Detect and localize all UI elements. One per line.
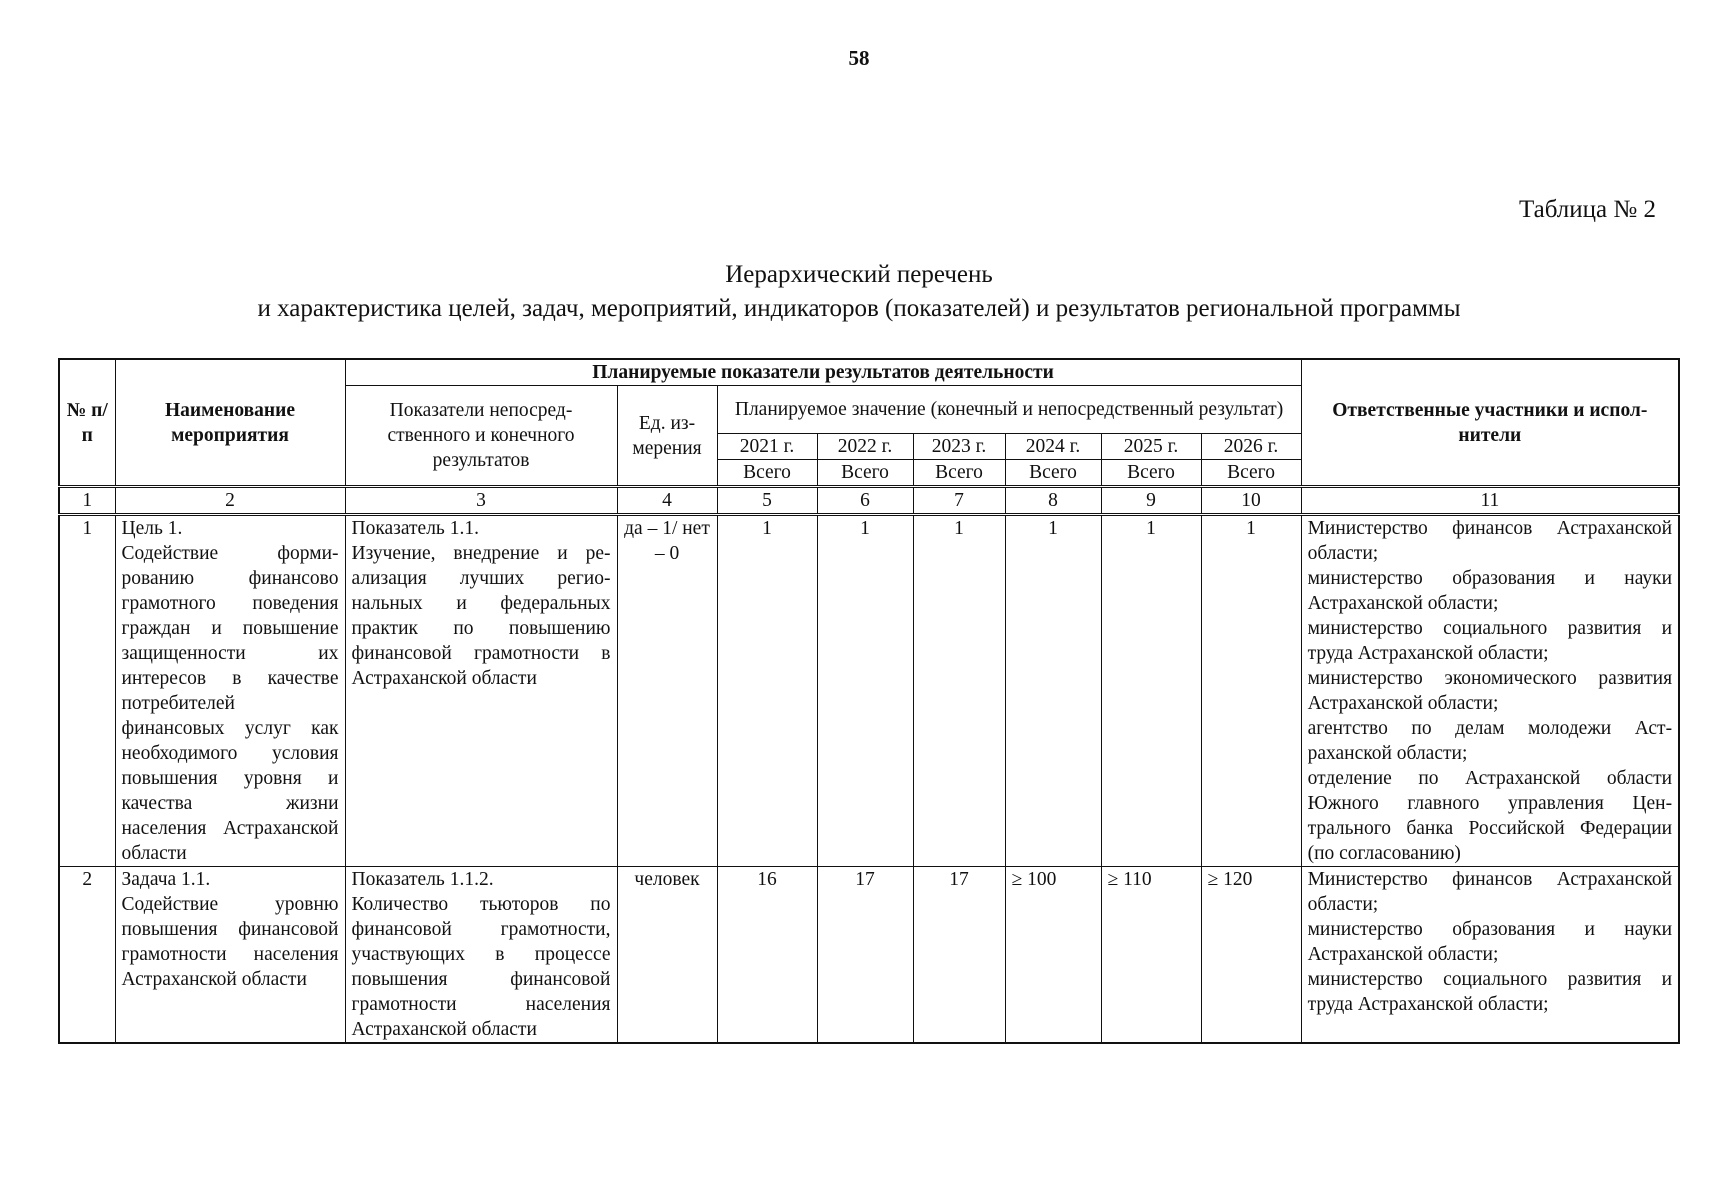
column-number: 2 [115,487,345,515]
header-total: Всего [1201,460,1301,487]
responsible-item: министерство образования и науки Астраханской области; [1307,568,1673,614]
unit: да – 1/ нет – 0 [617,515,717,867]
activity-name [115,867,345,1044]
header-planned: Планируемое значение (конечный и непосредственный результат) [717,386,1301,434]
column-number: 1 [59,487,115,515]
responsible-item: министерство социального развития и труда Астраханской области; [1307,969,1673,1015]
value-2023: 17 [913,867,1005,1044]
header-total: Всего [913,460,1005,487]
value-2022: 1 [817,515,913,867]
column-number: 10 [1201,487,1301,515]
indicator-title: Показатель 1.1. [351,518,479,539]
responsible-item: министерство образования и науки Астраханской области; [1307,919,1673,965]
header-name: Наименование мероприятия [115,359,345,487]
title-line-2: и характеристика целей, задач, мероприятий, индикаторов (показателей) и результатов региональной программы [257,295,1461,322]
header-unit: Ед. измерения [617,386,717,487]
value-2022: 17 [817,867,913,1044]
column-number: 8 [1005,487,1101,515]
page-number: 58 [848,46,870,70]
responsible-item: Министерство финансов Астраханской области; [1307,869,1673,915]
header-total: Всего [1005,460,1101,487]
document-title [0,258,1718,326]
row-number: 1 [59,515,115,867]
activity-text: Содействие уровню повышения финансовой грамотности населения Астраханской области [121,894,339,990]
value-2025: ≥ 110 [1101,867,1201,1044]
activity-title: Цель 1. [121,518,183,539]
column-number: 3 [345,487,617,515]
responsible-item: отделение по Астраханской области Южного главного управления Центрального банка Российской Федерации (по согласованию) [1307,768,1673,864]
value-2024: ≥ 100 [1005,867,1101,1044]
header-year: 2022 г. [817,434,913,460]
column-number-row [59,487,1679,515]
unit: человек [617,867,717,1044]
indicator [345,867,617,1044]
header-year: 2021 г. [717,434,817,460]
activity-title: Задача 1.1. [121,869,211,890]
indicator-title: Показатель 1.1.2. [351,869,494,890]
responsible-item: Министерство финансов Астраханской области; [1307,518,1673,564]
header-total: Всего [1101,460,1201,487]
program-table [58,358,1680,1044]
table-row [59,867,1679,1044]
row-number: 2 [59,867,115,1044]
column-number: 11 [1301,487,1679,515]
table-label: Таблица № 2 [1518,196,1656,223]
responsible [1301,867,1679,1044]
value-2021: 1 [717,515,817,867]
title-line-1: Иерархический перечень [725,261,993,288]
indicator [345,515,617,867]
column-number: 4 [617,487,717,515]
header-year: 2023 г. [913,434,1005,460]
column-number: 5 [717,487,817,515]
responsible-item: агентство по делам молодежи Астраханской области; [1307,718,1673,764]
value-2026: ≥ 120 [1201,867,1301,1044]
column-number: 6 [817,487,913,515]
indicator-text: Изучение, внедрение и реализация лучших региональных и федеральных практик по повышению финансовой грамотности в Астраханской области [351,543,611,689]
header-indicators: Показатели непосредственного и конечного результатов [345,386,617,487]
value-2024: 1 [1005,515,1101,867]
value-2025: 1 [1101,515,1201,867]
header-year: 2024 г. [1005,434,1101,460]
header-num: № п/п [59,359,115,487]
responsible-item: министерство социального развития и труда Астраханской области; [1307,618,1673,664]
table-row [59,515,1679,867]
header-year: 2026 г. [1201,434,1301,460]
column-number: 9 [1101,487,1201,515]
header-responsible: Ответственные участники и исполнители [1301,359,1679,487]
activity-name [115,515,345,867]
header-year: 2025 г. [1101,434,1201,460]
header-total: Всего [817,460,913,487]
value-2023: 1 [913,515,1005,867]
value-2026: 1 [1201,515,1301,867]
header-total: Всего [717,460,817,487]
header-group: Планируемые показатели результатов деятельности [345,359,1301,386]
value-2021: 16 [717,867,817,1044]
activity-text: Содействие формированию финансово грамотного поведения граждан и повышение защищенности их интересов в качестве потребителей финансовых услуг как необходимого условия повышения уровня и качества жизни населения Астраханской области [121,543,339,864]
column-number: 7 [913,487,1005,515]
responsible-item: министерство экономического развития Астраханской области; [1307,668,1673,714]
indicator-text: Количество тьюторов по финансовой грамотности, участвующих в процессе повышения финансовой грамотности населения Астраханской области [351,894,611,1040]
responsible [1301,515,1679,867]
